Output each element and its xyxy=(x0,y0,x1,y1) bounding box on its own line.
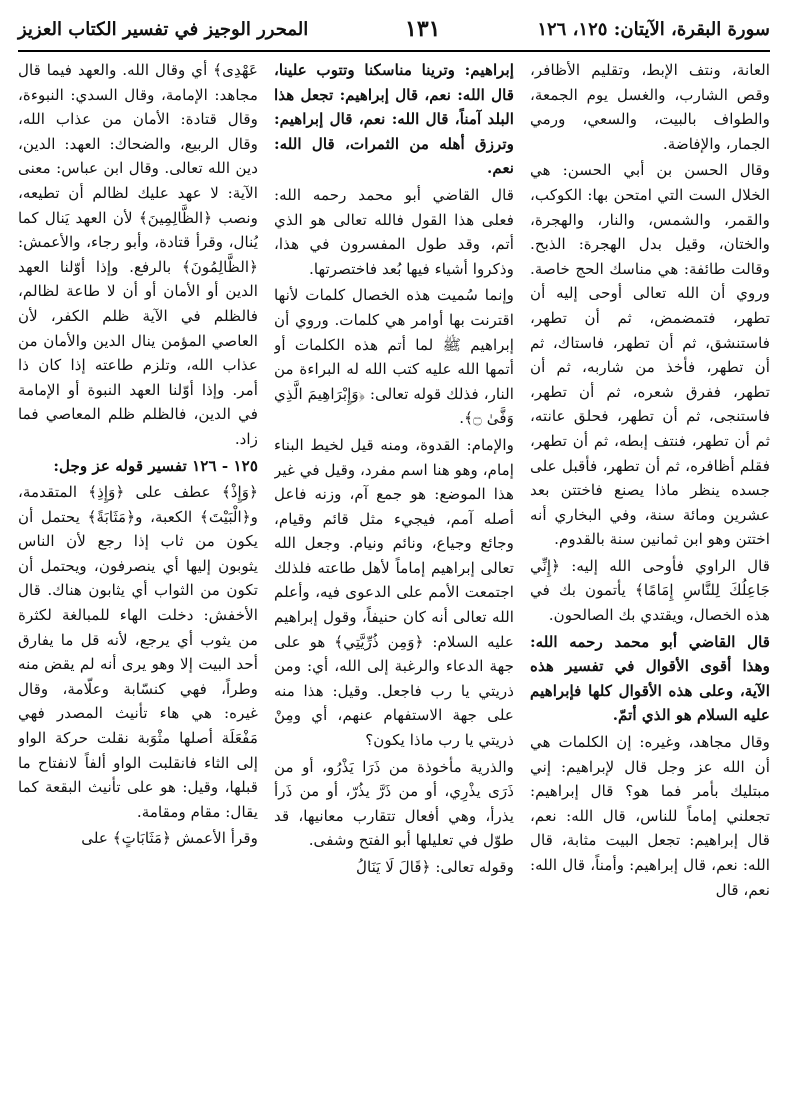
paragraph: وقوله تعالى: ﴿قَالَ لَا يَنَالُ xyxy=(355,858,514,876)
paragraph: وقال مجاهد، وغيره: إن الكلمات هي أن الله عز وجل قال لإبراهيم: إني مبتليك بأمر فما هو؟ قال إبراهيم: تجعلني إماماً للناس، قال الله: نعم، قال إبراهيم: تجعل البيت مثابة، قال الله: نعم، قال إبراهيم: وأمناً، قال الله: نعم، قال xyxy=(530,733,770,899)
paragraph: وإنما سُميت هذه الخصال كلمات لأنها اقترنت بها أوامر هي كلمات. وروي أن إبراهيم ﷺ لما أتم هذه الكلمات أو أتمها الله عليه كتب الله له البراءة من النار، فذلك قوله تعالى: ﴿وَإِبْرَاهِيمَ الَّذِي وَفَّىٰ ۝﴾. xyxy=(274,286,514,428)
paragraph: والذرية مأخوذة من ذَرَا يَذْرُو، أو من ذَرَى يذْرِي، أو من ذَرَّ يذُرّ، أو من ذَرأ يذرأ، وهي أفعال تتقارب معانيها، قد طوّل في تعليلها أبو الفتح وشفى. xyxy=(274,757,514,850)
paragraph: وقال الحسن بن أبي الحسن: هي الخلال الست التي امتحن بها: الكوكب، والقمر، والشمس، والنار، والهجرة، والختان، وقيل بدل الهجرة: الذبح. وقالت طائفة: هي مناسك الحج خاصة. وروي أن الله تعالى أوحى إليه أن تطهر، فتمضمض، ثم أن تطهر، فاستنشق، ثم أن تطهر، فاستاك، ثم أن تطهر، فأخذ من شاربه، ثم أن تطهر، ففرق شعره، ثم أن تطهر، فاستنجى، ثم أن تطهر، فحلق عانته، ثم أن تطهر، فنتف إبطه، ثم أن تطهر، فقلم أظافره، ثم أن تطهر، فأقبل على جسده ينظر ماذا يصنع فاختتن بعد عشرين ومائة سنة، وفي البخاري أنه اختتن وهو ابن ثمانين سنة بالقدوم. xyxy=(530,161,770,549)
paragraph: عَهْدِى﴾ أي وقال الله. والعهد فيما قال مجاهد: الإمامة، وقال السدي: النبوءة، وقال قتادة: الأمان من عذاب الله، وقال الربيع، والضحاك: العهد: الدين، دين الله تعالى. وقال ابن عباس: معنى الآية: لا عهد عليك لظالم أن تطيعه، ونصب ﴿الظَّالِمِينَ﴾ لأن العهد يَنال كما يُنال، وقرأ قتادة، وأبو رجاء، والأعمش: ﴿الظَّالِمُونَ﴾ بالرفع. وإذا أوّلنا العهد الدين أو الأمان أو أن لا طاعة لظالم، فالظلم في الآية ظلم الكفر، لأن العاصي المؤمن ينال الدين والأمان من عذاب الله، وتلزم طاعته إذا كان ذا أمر. وإذا أوّلنا العهد النبوة أو الإمامة في الدين، فالظلم ظلم المعاصي فما زاد. xyxy=(18,61,258,448)
paragraph: إبراهيم: وترينا مناسكنا وتتوب علينا، قال الله: نعم، قال إبراهيم: تجعل هذا البلد آمناً، قال الله: نعم، قال إبراهيم: وترزق أهله من الثمرات، قال الله: نعم. xyxy=(274,61,514,178)
paragraph: وقرأ الأعمش ﴿مَثَابَاتٍ﴾ على xyxy=(81,829,258,848)
paragraph: قال القاضي أبو محمد رحمه الله: فعلى هذا القول فالله تعالى هو الذي أتم، وقد طول المفسرون في هذا، وذكروا أشياء فيها بُعد فاختصرتها. xyxy=(274,185,514,278)
paragraph: قال القاضي أبو محمد رحمه الله: وهذا أقوى الأقوال في تفسير هذه الآية، وعلى هذه الأقوال كلها فإبراهيم عليه السلام هو الذي أتمّ. xyxy=(530,632,770,725)
column-left xyxy=(18,58,258,1090)
paragraph: العانة، ونتف الإبط، وتقليم الأظافر، وقص الشارب، والغسل يوم الجمعة، والطواف بالبيت، والسعي، ورمي الجمار، والإفاضة. xyxy=(530,61,770,153)
book-title: المحرر الوجيز في تفسير الكتاب العزيز xyxy=(18,18,309,40)
paragraph: ﴿وَإِذْ﴾ عطف على ﴿وَإِذِ﴾ المتقدمة، و﴿الْبَيْتَ﴾ الكعبة، و﴿مَثَابَةً﴾ يحتمل أن يكون من ثاب إذا رجع لأن الناس يثوبون إليها أي ينصرفون، ويحتمل أن تكون من الثواب أي يثابون هناك. قال الأخفش: دخلت الهاء للمبالغة لكثرة من يثوب أي يرجع، لأنه قل ما يفارق أحد البيت إلا وهو يرى أنه لم يقض منه وطراً، فهي كنسّابة وعلّامة، وقال غيره: هي هاء تأنيث المصدر فهي مَفْعَلَة أصلها مثْوَبة نقلت حركة الواو إلى الثاء فانقلبت الواو ألفاً لانفتاح ما قبلها، وقيل: هو على تأنيث البقعة كما يقال: مقام ومقامة. xyxy=(18,483,258,821)
page-header xyxy=(18,10,770,48)
column-middle xyxy=(274,58,514,1090)
header-rule xyxy=(18,50,770,52)
surah-info: سورة البقرة، الآيتان: ١٢٥، ١٢٦ xyxy=(537,18,770,40)
section-heading: ١٢٥ - ١٢٦ تفسير قوله عز وجل: xyxy=(53,456,258,475)
paragraph: والإمام: القدوة، ومنه قيل لخيط البناء إمام، وهو هنا اسم مفرد، وقيل في غير هذا الموضع: هو جمع آم، وزنه فاعل أصله آمم، فيجيء مثل قائم وقيام، وجائع وجياع، ونائم ونيام. وجعل الله تعالى إبراهيم إماماً لأهل طاعته فلذلك اجتمعت الأمم على الدعوى فيه، وأعلم الله تعالى أنه كان حنيفاً، وقول إبراهيم عليه السلام: ﴿وَمِن ذُرِّيَّتِي﴾ هو على جهة الدعاء والرغبة إلى الله، أي: ومن ذريتي يا رب فاجعل. وقيل: هذا منه على جهة الاستفهام عنهم، أي ومِنْ ذريتي يا رب ماذا يكون؟ xyxy=(274,435,514,750)
column-right xyxy=(530,58,770,1090)
paragraph: قال الراوي فأوحى الله إليه: ﴿إِنِّي جَاعِلُكَ لِلنَّاسِ إِمَامًا﴾ يأتمون بك في هذه الخصال، ويقتدي بك الصالحون. xyxy=(530,556,770,625)
text-columns xyxy=(18,58,770,1090)
page-number: ١٣١ xyxy=(405,16,441,42)
